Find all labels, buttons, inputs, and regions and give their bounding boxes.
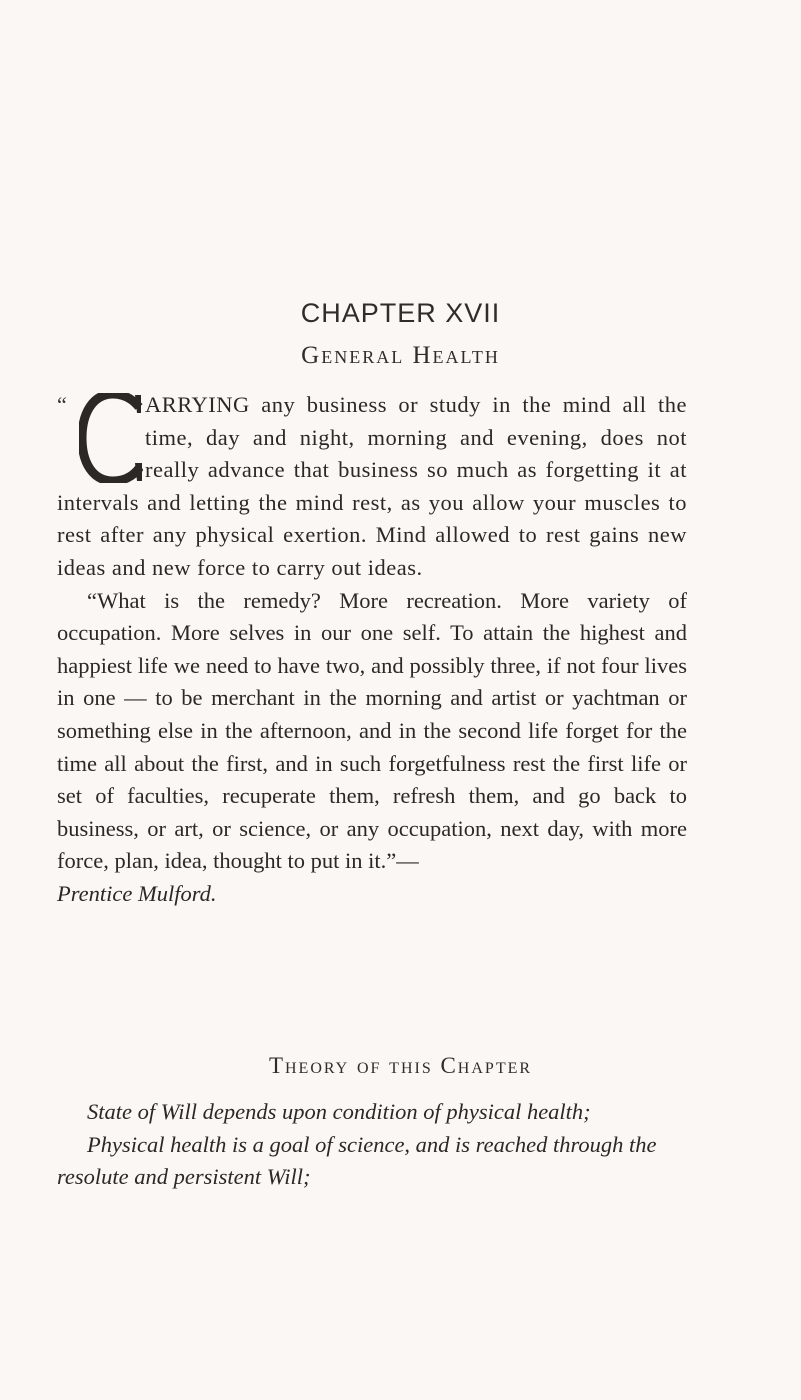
- quote-paragraph-text: “What is the remedy? More recreation. More variety of occupation. More selves in our one self. To attain the highest and happiest life we need to have two, and possibly three, if not four lives in one — to be merchant in the morning and artist or yachtman or something else in the afternoon, and in the second life forget for the time all about the first, and in such forgetfulness rest the first life or set of faculties, recuperate them, refresh them, and go back to business, or art, or science, or any occupation, next day, with more force, plan, idea, thought to put in it.”—: [57, 587, 687, 874]
- section-heading: Theory of this Chapter: [268, 1053, 533, 1078]
- theory-line-1: State of Will depends upon condition of physical health;: [87, 1099, 591, 1124]
- chapter-number: CHAPTER XVII: [300, 298, 501, 328]
- opening-text: ARRYING any business or study in the mind all the time, day and night, morning and evening, does not really advance that business so much as forgetting it at intervals and letting the mind rest, as you allow your muscles to rest after any physical exertion. Mind allowed to rest gains new ideas and new force to carry out ideas.: [57, 392, 687, 580]
- attribution: Prentice Mulford.: [57, 880, 217, 906]
- quote-paragraph: [57, 585, 687, 911]
- chapter-body: [57, 389, 687, 911]
- chapter-title: General Health: [301, 342, 500, 369]
- drop-cap-c-glyph: [79, 393, 143, 483]
- drop-cap-c: [79, 393, 143, 483]
- opening-paragraph: [57, 389, 687, 585]
- theory-line-2: Physical health is a goal of science, and is reached through the resolute and persistent Will;: [57, 1131, 657, 1190]
- theory-block: [57, 1096, 687, 1194]
- opening-quote-mark: “: [57, 392, 67, 417]
